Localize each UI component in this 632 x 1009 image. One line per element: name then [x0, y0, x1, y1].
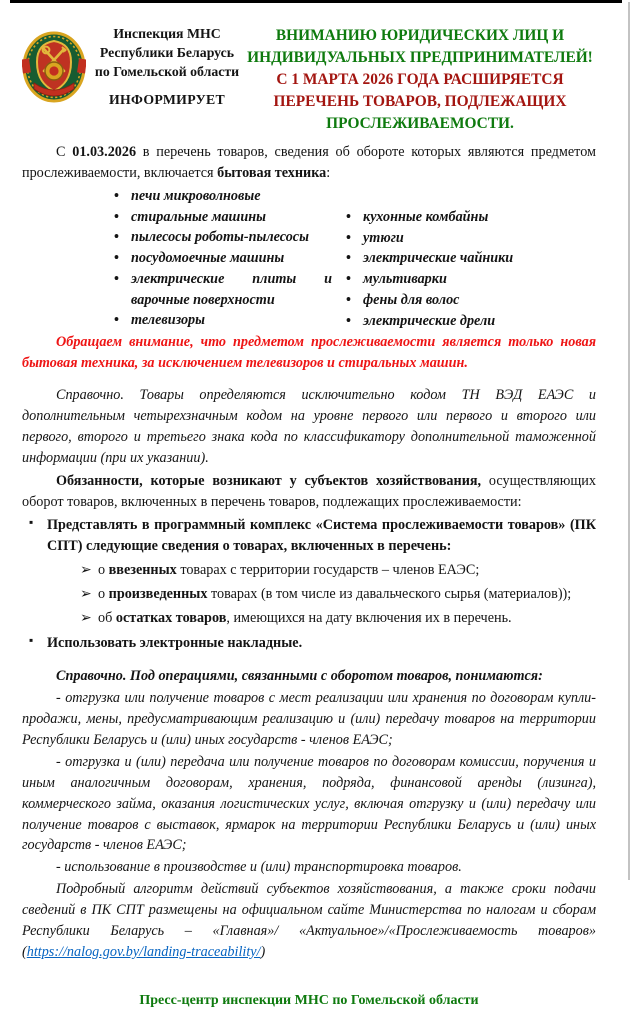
- operations-heading: Справочно. Под операциями, связанными с оборотом товаров, понимаются:: [56, 668, 543, 685]
- issuer-line: по Гомельской области: [94, 64, 240, 80]
- report-types-list: [47, 561, 596, 629]
- bullet-dot-icon: •: [346, 208, 351, 225]
- traceability-link[interactable]: https://nalog.gov.by/landing-traceability/: [26, 943, 261, 960]
- obligation-text: Представлять в программный комплекс «Система прослеживаемости товаров» (ПК СПТ) следующие сведения о товарах, включенных в перечень:: [47, 517, 596, 555]
- intro-text: :: [326, 164, 331, 181]
- list-item: • электрические чайники: [346, 248, 596, 269]
- obligation-text: Использовать электронные накладные.: [47, 634, 303, 651]
- reference-paragraph: Справочно. Товары определяются исключительно кодом ТН ВЭД ЕАЭС и дополнительным четырехзначным кодом на уровне первого или первого и второго или первого, второго и третьего знака кода по классификатору дополнительной таможенной информации (при их указании).: [22, 386, 596, 466]
- page-title: [244, 24, 596, 135]
- page-right-border: [628, 2, 630, 880]
- title-traceability: ПРОСЛЕЖИВАЕМОСТИ.: [326, 115, 514, 133]
- obligation-item: [29, 515, 596, 628]
- bullet-dot-icon: •: [346, 271, 351, 288]
- list-item: • кухонные комбайны: [346, 207, 596, 228]
- arrow-bullet-icon: ➢: [80, 609, 92, 626]
- issuer-action-label: ИНФОРМИРУЕТ: [108, 92, 226, 108]
- effective-date: 01.03.2026: [72, 144, 137, 161]
- details-text: Подробный алгоритм действий субъектов хозяйствования, а также сроки подачи сведений в ПК СПТ размещены на официальном сайте Министерства по налогам и сборам Республики Беларусь – «Главная»/ «Актуальное»/«Прослеживаемость товаров»: [22, 881, 596, 939]
- operations-item: - использование в производстве и (или) транспортировка товаров.: [56, 859, 462, 876]
- list-item: • мультиварки: [346, 269, 596, 290]
- intro-text: в перечень товаров, сведения об обороте которых являются предметом прослеживаемости, включается: [22, 144, 596, 181]
- appliance-list-right: [346, 207, 596, 331]
- document-header: [22, 24, 596, 135]
- obligations-intro-bold: Обязанности, которые возникают у субъектов хозяйствования,: [56, 473, 482, 490]
- list-item: • утюги: [346, 228, 596, 249]
- arrow-bullet-icon: ➢: [80, 561, 92, 578]
- obligations-intro-rest: осуществляющих оборот товаров, включенных в перечень товаров, подлежащих прослеживаемости:: [22, 473, 596, 511]
- list-item: • электрические плиты и варочные поверхности: [114, 270, 332, 308]
- operations-item: - отгрузка или получение товаров с мест реализации или хранения по договорам купли-продажи, мены, предусматривающим реализацию и (или) передачу товаров на территории Республики Беларусь и (или) иных государств - членов ЕАЭС;: [22, 690, 596, 749]
- bullet-dot-icon: •: [114, 250, 119, 267]
- appliance-list-left: [114, 186, 332, 331]
- bullet-dot-icon: •: [346, 312, 351, 329]
- paren: (: [22, 943, 27, 960]
- press-center-footer: Пресс-центр инспекции МНС по Гомельской области: [139, 992, 479, 1008]
- issuer-name: [86, 24, 244, 109]
- intro-paragraph: [22, 142, 596, 184]
- mns-emblem-icon: [22, 31, 86, 103]
- appliance-lists: [22, 186, 596, 331]
- bullet-dot-icon: •: [114, 208, 119, 225]
- bullet-dot-icon: •: [114, 187, 119, 204]
- obligation-item: [29, 633, 596, 654]
- issuer-line: Инспекция МНС: [113, 26, 221, 41]
- bullet-dot-icon: •: [114, 312, 119, 329]
- square-bullet-icon: ▪: [29, 632, 34, 647]
- issuer-line: Республики Беларусь: [99, 45, 235, 61]
- details-paragraph: [22, 879, 596, 963]
- square-bullet-icon: ▪: [29, 515, 34, 530]
- list-item: • телевизоры: [114, 310, 332, 331]
- bullet-dot-icon: •: [114, 270, 119, 287]
- page-top-border: [10, 0, 622, 3]
- arrow-bullet-icon: ➢: [80, 585, 92, 602]
- title-attention: ВНИМАНИЮ ЮРИДИЧЕСКИХ ЛИЦ И ИНДИВИДУАЛЬНЫХ ПРЕДПРИНИМАТЕЛЕЙ!: [247, 27, 593, 67]
- list-item: • электрические дрели: [346, 311, 596, 332]
- issuer-block: [22, 24, 244, 109]
- intro-term: бытовая техника: [217, 164, 327, 181]
- operations-item: - отгрузка и (или) передача или получение товаров по договорам комиссии, поручения и иным аналогичным договорам, хранения, подряда, финансовой аренды (лизинга), коммерческого займа, оказания логистических услуг, включая отгрузку и (или) передачу или получение товаров с выставок, ярмарок на территории Республики Беларусь и (или) иных государств - членов ЕАЭС;: [22, 753, 596, 854]
- report-type-item: ➢ о произведенных товарах (в том числе из давальческого сырья (материалов));: [80, 585, 596, 605]
- list-item: • печи микроволновые: [114, 186, 332, 207]
- list-item: • посудомоечные машины: [114, 248, 332, 269]
- obligations-list: [22, 515, 596, 653]
- list-item: • пылесосы роботы-пылесосы: [114, 227, 332, 248]
- report-type-item: ➢ о ввезенных товарах с территории государств – членов ЕАЭС;: [80, 561, 596, 581]
- intro-text: С: [56, 144, 73, 161]
- bullet-dot-icon: •: [114, 229, 119, 246]
- obligations-intro: [22, 471, 596, 513]
- report-type-item: ➢ об остатках товаров, имеющихся на дату включения их в перечень.: [80, 609, 596, 629]
- title-date-expansion: С 1 МАРТА 2026 ГОДА РАСШИРЯЕТСЯ ПЕРЕЧЕНЬ ТОВАРОВ, ПОДЛЕЖАЩИХ: [273, 71, 567, 111]
- bullet-dot-icon: •: [346, 250, 351, 267]
- bullet-dot-icon: •: [346, 229, 351, 246]
- paren: ): [260, 943, 266, 960]
- warning-paragraph: Обращаем внимание, что предметом прослеживаемости является только новая бытовая техника, за исключением телевизоров и стиральных машин.: [22, 334, 596, 372]
- list-item: • стиральные машины: [114, 207, 332, 228]
- bullet-dot-icon: •: [346, 291, 351, 308]
- list-item: • фены для волос: [346, 290, 596, 311]
